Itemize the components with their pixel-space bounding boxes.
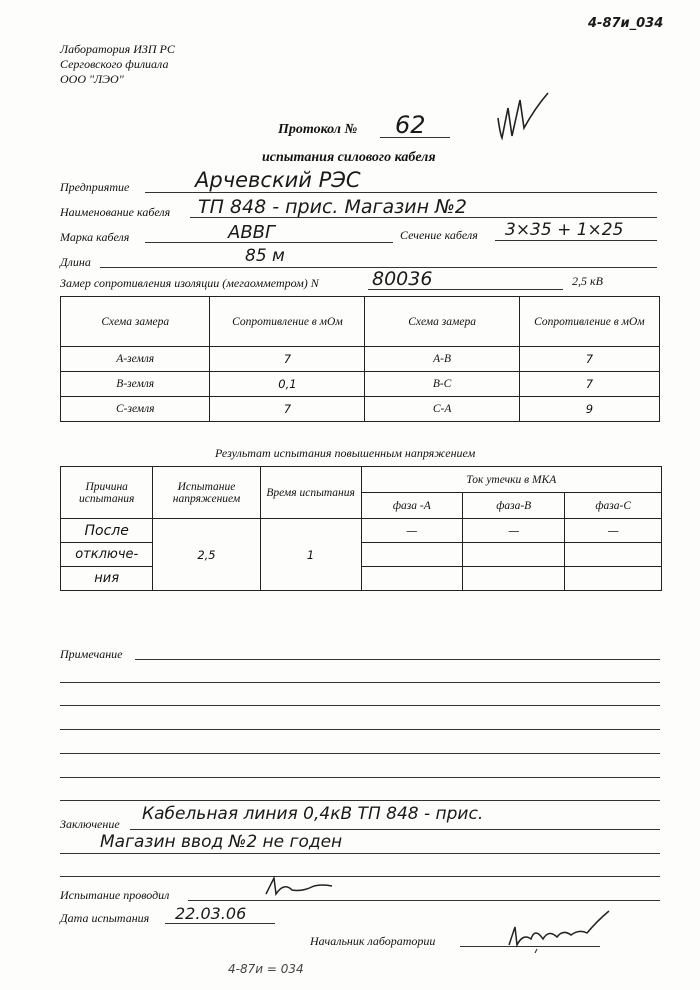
protocol-subtitle: испытания силового кабеля bbox=[262, 150, 436, 165]
length-value: 85 м bbox=[245, 246, 285, 266]
table-row-value: 9 bbox=[519, 397, 659, 422]
test-time-value: 1 bbox=[260, 519, 361, 591]
leak-c-value: — bbox=[565, 519, 662, 543]
section-label: Сечение кабеля bbox=[400, 228, 478, 242]
insulation-voltage: 2,5 кВ bbox=[572, 274, 603, 288]
col-phase-a: фаза -А bbox=[361, 493, 462, 519]
cable-name-label: Наименование кабеля bbox=[60, 205, 171, 219]
col-phase-b: фаза-В bbox=[462, 493, 564, 519]
col-test-voltage: Испытание напряжением bbox=[153, 467, 260, 519]
test-date-label: Дата испытания bbox=[60, 911, 150, 925]
table-row-scheme: С-А bbox=[365, 397, 519, 422]
col-resistance-1: Сопротивление в мОм bbox=[210, 297, 365, 347]
col-leakage-current: Ток утечки в МКА bbox=[361, 467, 661, 493]
table-row-scheme: В-С bbox=[365, 372, 519, 397]
hv-test-table bbox=[60, 466, 662, 591]
org-line-2: Серговского филиала bbox=[60, 57, 169, 71]
hv-test-heading: Результат испытания повышенным напряжением bbox=[215, 446, 476, 460]
protocol-number: 62 bbox=[395, 111, 426, 139]
reason-line-2: отключе- bbox=[61, 543, 153, 567]
reason-line-3: ния bbox=[61, 567, 153, 591]
tested-by-label: Испытание проводил bbox=[60, 888, 170, 902]
cable-name-value: ТП 848 - прис. Магазин №2 bbox=[198, 196, 467, 218]
insulation-label: Замер сопротивления изоляции (мегаомметром) N bbox=[60, 276, 319, 290]
col-scheme-1: Схема замера bbox=[61, 297, 210, 347]
org-line-3: ООО "ЛЭО" bbox=[60, 72, 124, 86]
conclusion-line-1: Кабельная линия 0,4кВ ТП 848 - прис. bbox=[142, 804, 484, 824]
protocol-label: Протокол № bbox=[278, 122, 358, 137]
test-date-value: 22.03.06 bbox=[175, 904, 247, 923]
insulation-table bbox=[60, 296, 660, 422]
col-scheme-2: Схема замера bbox=[365, 297, 519, 347]
head-of-lab-label: Начальник лаборатории bbox=[310, 934, 436, 948]
col-resistance-2: Сопротивление в мОм bbox=[519, 297, 659, 347]
table-row-value: 7 bbox=[210, 347, 365, 372]
table-row-value: 7 bbox=[519, 347, 659, 372]
cable-brand-value: АВВГ bbox=[228, 222, 276, 243]
bottom-code: 4-87и = 034 bbox=[228, 962, 304, 976]
table-row-scheme: А-В bbox=[365, 347, 519, 372]
inspector-mark-signature bbox=[490, 88, 555, 146]
cable-brand-label: Марка кабеля bbox=[60, 230, 130, 244]
length-label: Длина bbox=[60, 255, 91, 269]
leak-b-value: — bbox=[462, 519, 564, 543]
insulation-meter-number: 80036 bbox=[372, 268, 433, 290]
table-row-value: 7 bbox=[519, 372, 659, 397]
section-value: 3×35 + 1×25 bbox=[505, 220, 624, 240]
enterprise-value: Арчевский РЭС bbox=[195, 168, 361, 192]
table-row-scheme: С-земля bbox=[61, 397, 210, 422]
col-phase-c: фаза-С bbox=[565, 493, 662, 519]
tester-signature bbox=[262, 872, 337, 902]
note-label: Примечание bbox=[60, 647, 123, 661]
table-row-scheme: А-земля bbox=[61, 347, 210, 372]
test-voltage-value: 2,5 bbox=[153, 519, 260, 591]
org-header bbox=[60, 42, 175, 87]
col-test-time: Время испытания bbox=[260, 467, 361, 519]
conclusion-label: Заключение bbox=[60, 817, 120, 831]
table-row-value: 0,1 bbox=[210, 372, 365, 397]
col-reason: Причина испытания bbox=[61, 467, 153, 519]
head-of-lab-signature bbox=[505, 905, 615, 955]
enterprise-label: Предприятие bbox=[60, 180, 130, 194]
org-line-1: Лаборатория ИЗП РС bbox=[60, 42, 175, 56]
leak-a-value: — bbox=[361, 519, 462, 543]
conclusion-line-2: Магазин ввод №2 не годен bbox=[100, 832, 343, 852]
reason-line-1: После bbox=[61, 519, 153, 543]
table-row-scheme: В-земля bbox=[61, 372, 210, 397]
doc-code: 4-87и_034 bbox=[588, 16, 664, 31]
table-row-value: 7 bbox=[210, 397, 365, 422]
